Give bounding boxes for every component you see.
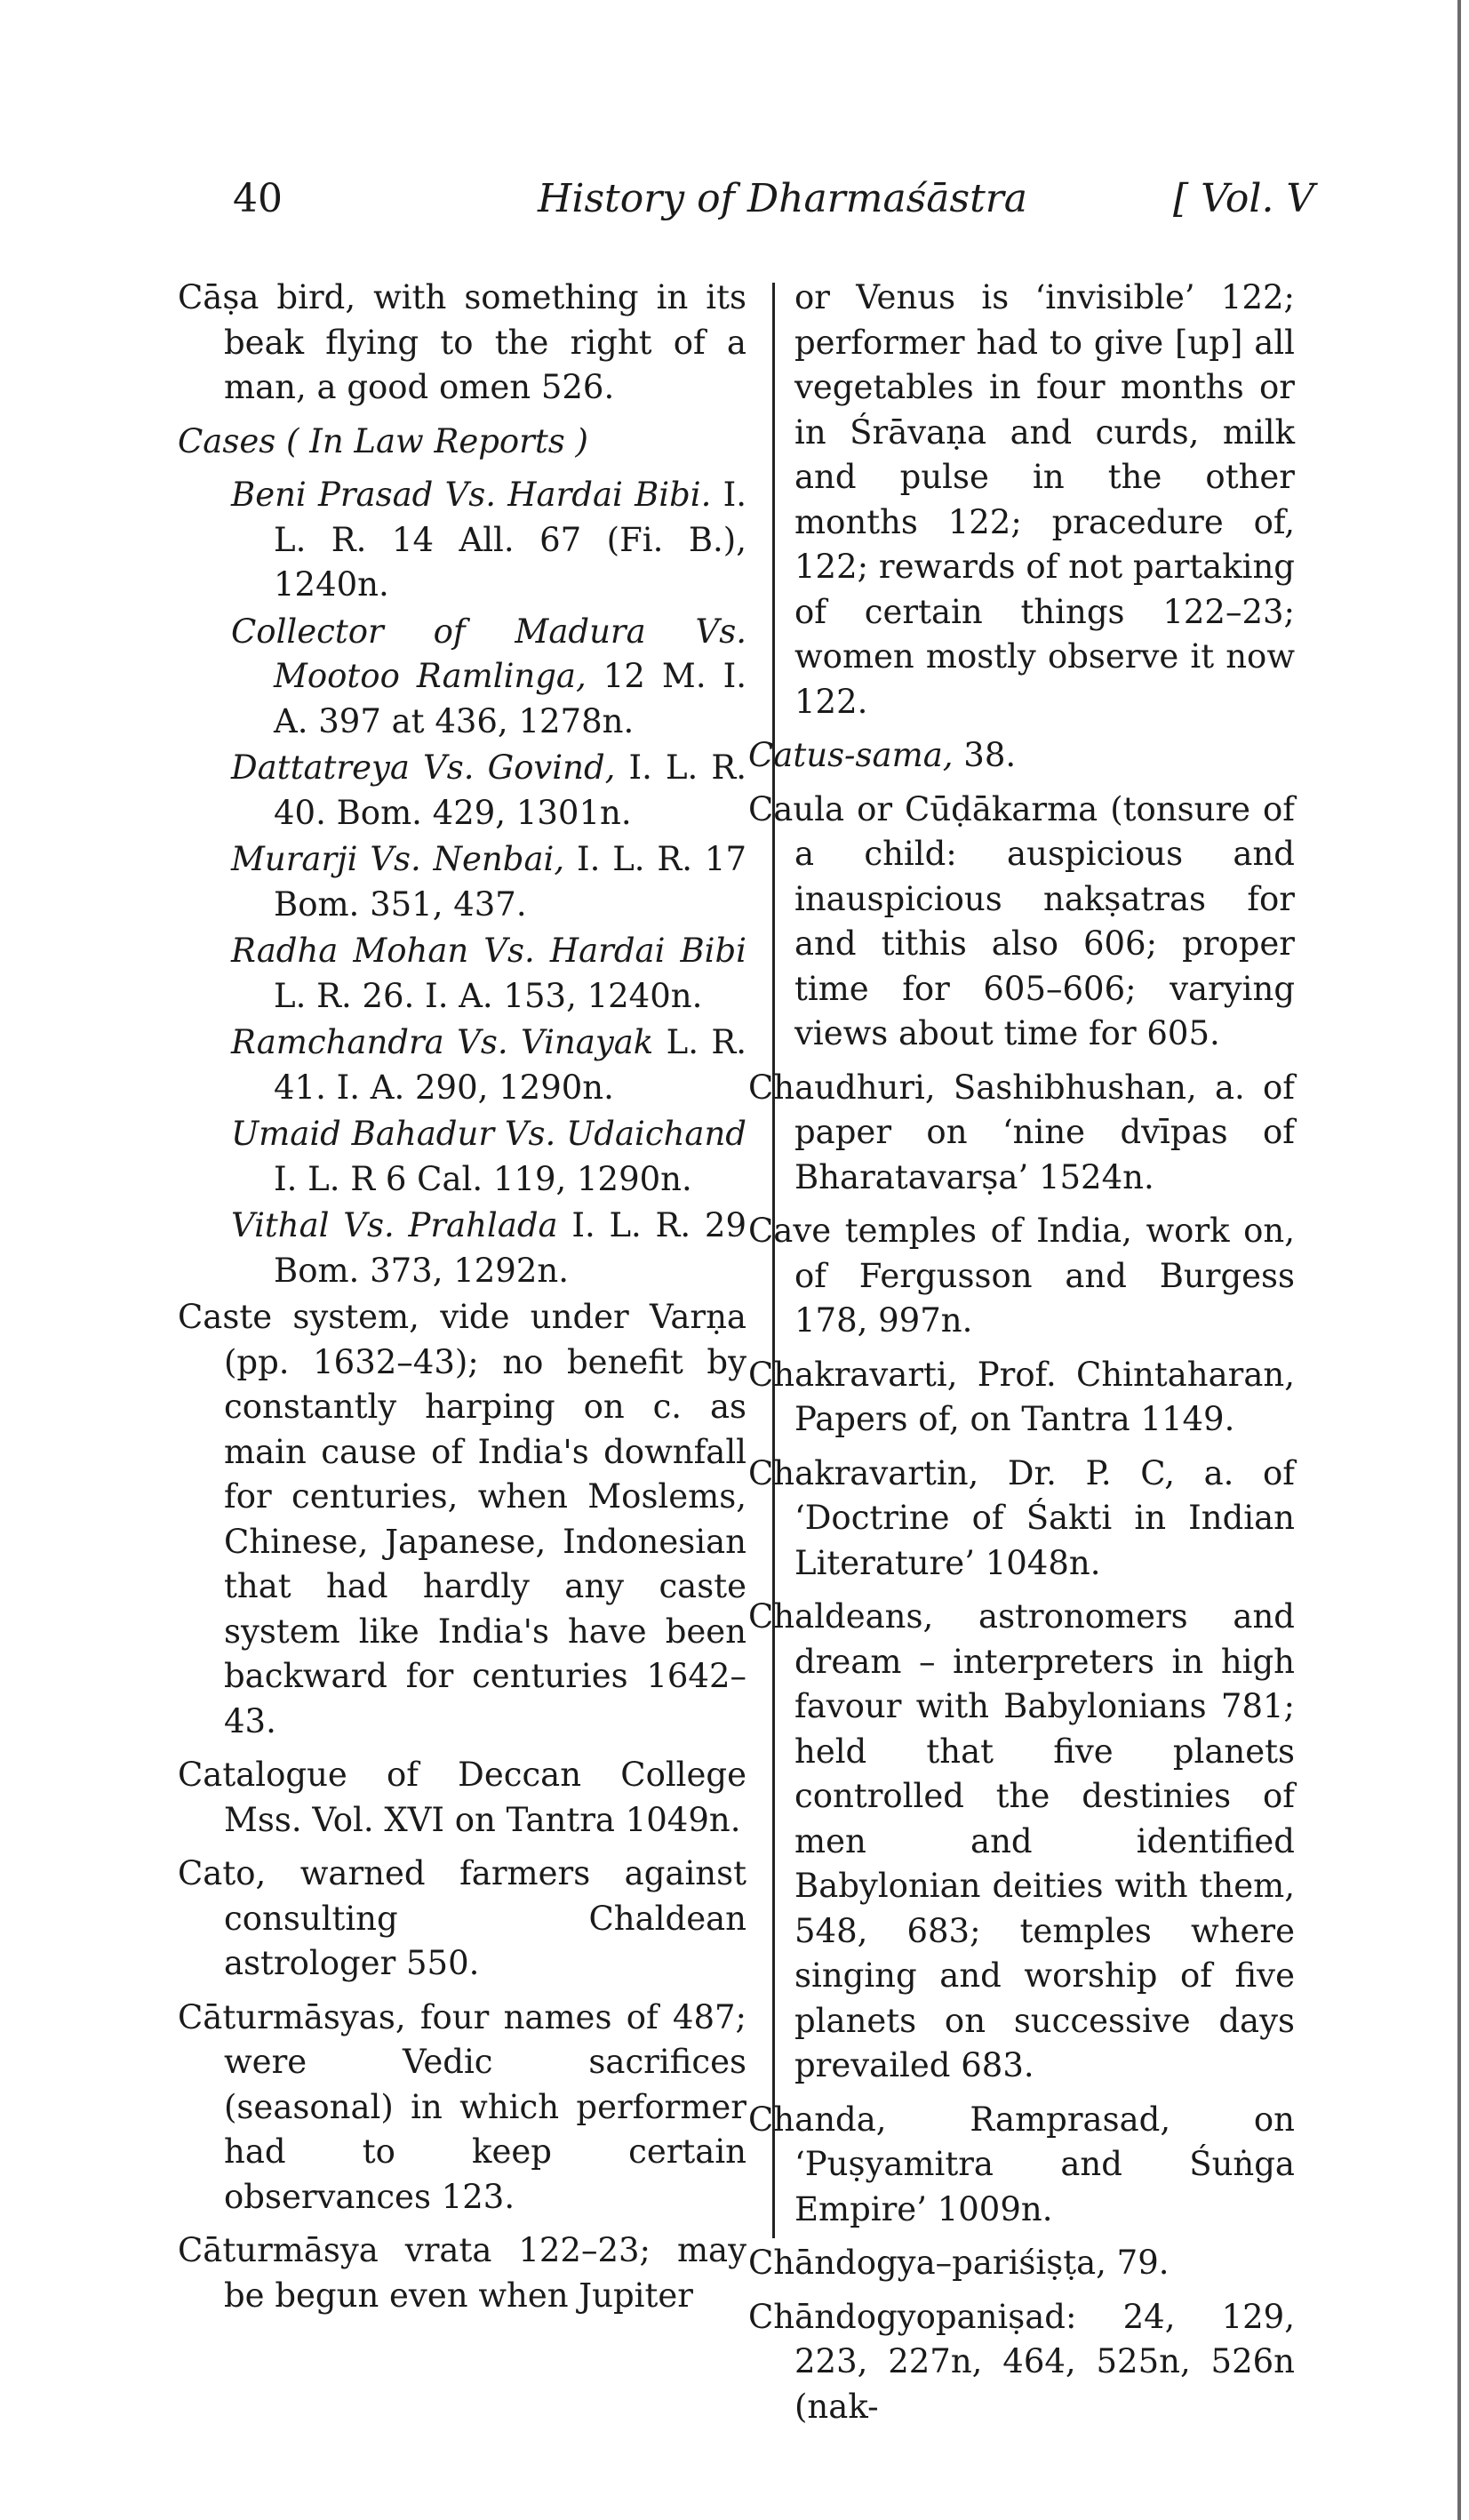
page-number: 40 [233,176,283,221]
index-entry-chaldeans: Chaldeans, astronomers and dream – interpreters in high favour with Babylonians 781; held that five planets controlled the destinies of men and identified Babylonian deities with them, 548, 683; temples where singing and worship of five planets on successive days prevailed 683. [748,1597,1295,2084]
index-entry-cave-temples: Cave temples of India, work on, of Fergusson and Burgess 178, 997n. [748,1212,1295,1340]
case-entry [178,746,746,836]
index-entry-caturmasya-vrata: Cāturmāsya vrata 122–23; may be begun even when Jupiter [178,2231,746,2315]
case-name: Dattatreya Vs. Govind, [231,748,616,787]
case-name: Vithal Vs. Prahlada [231,1206,558,1244]
case-entry [178,610,746,745]
index-entry-chanda: Chanda, Ramprasad, on ‘Puṣyamitra and Śuṅga Empire’ 1009n. [748,2100,1295,2228]
volume-label: [ Vol. V [1173,176,1315,221]
index-entry-cases: Cases ( In Law Reports ) [178,421,588,460]
case-name: Beni Prasad Vs. Hardai Bibi. [231,476,712,514]
case-citation: I. L. R. 40. Bom. 429, 1301n. [274,748,746,832]
case-entry [178,1020,746,1110]
case-name: Radha Mohan Vs. Hardai Bibi [231,932,746,970]
index-entry-chakravarti: Chakravarti, Prof. Chintaharan, Papers of, on Tantra 1149. [748,1355,1295,1438]
case-citation: 12 M. I. A. 397 at 436, 1278n. [274,657,746,740]
case-citation: I. L. R. 29 Bom. 373, 1292n. [274,1206,746,1290]
index-entry-continuation: or Venus is ‘invisible’ 122; performer had to give [up] all vegetables in four months or in Śrāvaṇa and curds, milk and pulse in the other months 122; pracedure of, 122; rewards of not partaking of certain things 122–23; women mostly observe it now 122. [794,278,1295,721]
case-name: Umaid Bahadur Vs. Udaichand [231,1115,746,1153]
index-entry-chandogyopanisad: Chāndogyopaniṣad: 24, 129, 223, 227n, 464, 525n, 526n (nak- [748,2297,1295,2426]
case-entry [178,929,746,1019]
case-entry [178,1204,746,1293]
index-entry-caste-system: Caste system, vide under Varṇa (pp. 1632–43); no benefit by constantly harping on c. as main cause of India's downfall for centuries, when Moslems, Chinese, Japanese, Indonesian that had hardly any caste system like India's have been backward for centuries 1642–43. [178,1298,746,1740]
index-entry-catalogue: Catalogue of Deccan College Mss. Vol. XVI on Tantra 1049n. [178,1756,746,1839]
page-edge [1457,0,1461,2520]
left-index-column [178,276,746,2327]
index-entry-chandogya-parisista: Chāndogya–pariśiṣṭa, 79. [748,2244,1170,2282]
term-page: 38. [953,736,1017,774]
case-citation: L. R. 26. I. A. 153, 1240n. [274,976,703,1015]
case-name: Collector of Madura Vs. Mootoo Ramlinga, [231,612,746,695]
index-entry-casa-bird: Cāṣa bird, with something in its beak flying to the right of a man, a good omen 526. [178,278,746,406]
case-entry [178,473,746,608]
case-citation: L. R. 41. I. A. 290, 1290n. [274,1023,746,1107]
case-entry [178,1112,746,1202]
index-entry-caturmasyas: Cāturmāsyas, four names of 487; were Vedic sacrifices (seasonal) in which performer had to keep certain observances 123. [178,1997,746,2216]
case-name: Murarji Vs. Nenbai, [231,840,565,878]
case-name: Ramchandra Vs. Vinayak [231,1023,654,1061]
case-citation: I. L. R 6 Cal. 119, 1290n. [274,1159,692,1198]
running-title: History of Dharmaśāstra [538,176,1028,221]
case-entry [178,837,746,927]
index-entry-chaudhuri: Chaudhuri, Sashibhushan, a. of paper on ‘nine dvīpas of Bharatavarṣa’ 1524n. [748,1068,1295,1196]
term-italic: Catus-sama, [748,736,954,774]
right-index-column [748,276,1295,2438]
case-citation: I. L. R. 14 All. 67 (Fi. B.), 1240n. [274,476,747,604]
case-citation: I. L. R. 17 Bom. 351, 437. [274,840,746,924]
index-entry-caula: Caula or Cūḍākarma (tonsure of a child: auspicious and inauspicious nakṣatras for and tithis also 606; proper time for 605–606; varying views about time for 605. [748,789,1295,1052]
index-entry-chakravartin: Chakravartin, Dr. P. C, a. of ‘Doctrine of Śakti in Indian Literature’ 1048n. [748,1453,1295,1582]
index-entry-catus-sama [748,733,1295,779]
index-entry-cato: Cato, warned farmers against consulting Chaldean astrologer 550. [178,1854,746,1982]
